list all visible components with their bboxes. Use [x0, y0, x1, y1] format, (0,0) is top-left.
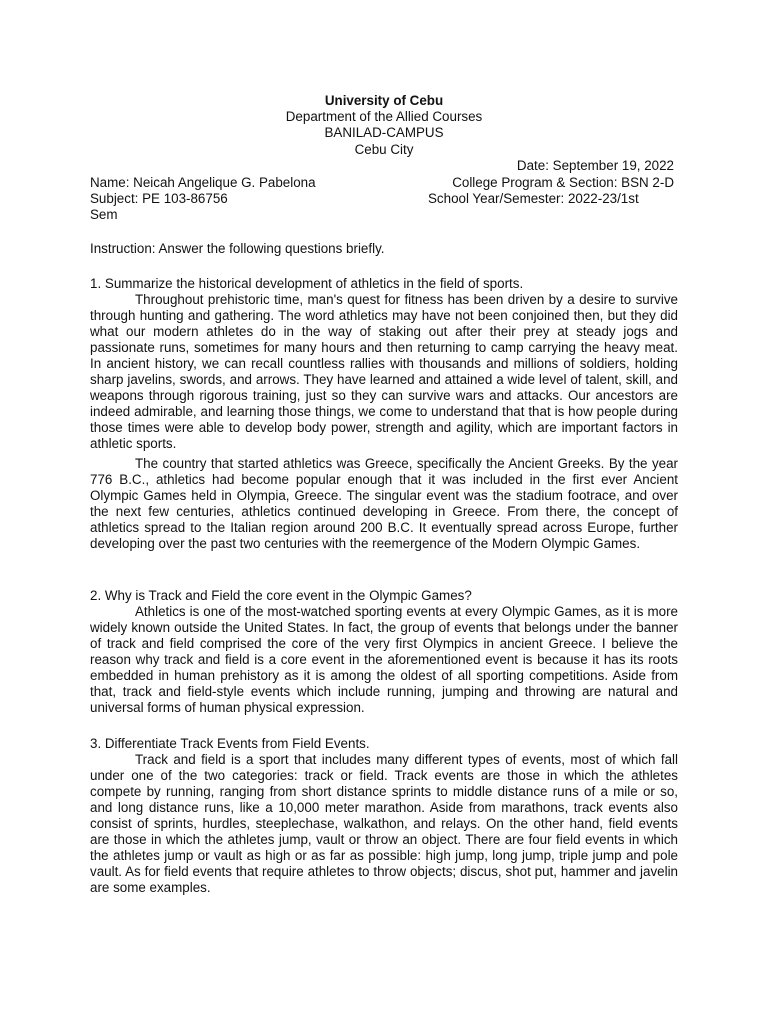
answer-1-paragraph-1: Throughout prehistoric time, man's quest for fitness has been driven by a desire to survive through hunting and gathering. The word athletics may have not been conjoined then, but they did what our modern athletes do in the way of staking out after their prey at steady jogs and passionate runs, sometimes for many hours and then returning to camp carrying the heavy meat. In ancient history, we can recall countless rallies with thousands and millions of soldiers, holding sharp javelins, swords, and arrows. They have learned and attained a wide level of talent, skill, and weapons through rigorous training, just so they can survive wars and attacks. Our ancestors are indeed admirable, and learning those things, we come to understand that that is how people during those times were able to develop body power, strength and agility, which are important factors in athletic sports.: [90, 292, 678, 451]
university-title: University of Cebu: [324, 93, 444, 108]
semester-line: Sem: [90, 207, 118, 222]
question-1: 1. Summarize the historical development of athletics in the field of sports.: [90, 276, 524, 291]
student-name: Name: Neicah Angelique G. Pabelona: [90, 175, 316, 190]
question-2: 2. Why is Track and Field the core event in the Olympic Games?: [90, 588, 472, 603]
date-line: Date: September 19, 2022: [516, 158, 674, 173]
question-3: 3. Differentiate Track Events from Field Events.: [90, 736, 370, 751]
city-line: Cebu City: [354, 142, 414, 157]
answer-3-paragraph-1: Track and field is a sport that includes many different types of events, most of which fall under one of the two categories: track or field. Track events are those in which the athletes compete by running, ranging from short distance sprints to middle distance runs of a mile or so, and long distance runs, like a 10,000 meter marathon. Aside from marathons, track events also consist of sprints, hurdles, steeplechase, walkathon, and relays. On the other hand, field events are those in which the athletes jump, vault or throw an object. There are four field events in which the athletes jump or vault as high or as far as possible: high jump, long jump, triple jump and pole vault. As for field events that require athletes to throw objects; discus, shot put, hammer and javelin are some examples.: [90, 752, 678, 895]
campus-line: BANILAD-CAMPUS: [324, 125, 444, 140]
college-program: College Program & Section: BSN 2-D: [452, 175, 674, 190]
subject-line: Subject: PE 103-86756: [90, 191, 228, 206]
department-line: Department of the Allied Courses: [285, 109, 483, 124]
answer-1-paragraph-2: The country that started athletics was Greece, specifically the Ancient Greeks. By the year 776 B.C., athletics had become popular enough that it was included in the first ever Ancient Olympic Games held in Olympia, Greece. The singular event was the stadium footrace, and over the next few centuries, athletics continued developing in Greece. From there, the concept of athletics spread to the Italian region around 200 B.C. It eventually spread across Europe, further developing over the past two centuries with the reemergence of the Modern Olympic Games.: [90, 456, 678, 551]
answer-2-paragraph-1: Athletics is one of the most-watched sporting events at every Olympic Games, as it is more widely known outside the United States. In fact, the group of events that belongs under the banner of track and field comprised the core of the very first Olympics in ancient Greece. I believe the reason why track and field is a core event in the aforementioned event is because it has its roots embedded in human prehistory as it is among the oldest of all sporting competitions. Aside from that, track and field-style events which include running, jumping and throwing are natural and universal forms of human physical expression.: [90, 604, 678, 715]
instruction-line: Instruction: Answer the following questions briefly.: [90, 241, 385, 256]
school-year-line: School Year/Semester: 2022-23/1st: [428, 191, 639, 206]
